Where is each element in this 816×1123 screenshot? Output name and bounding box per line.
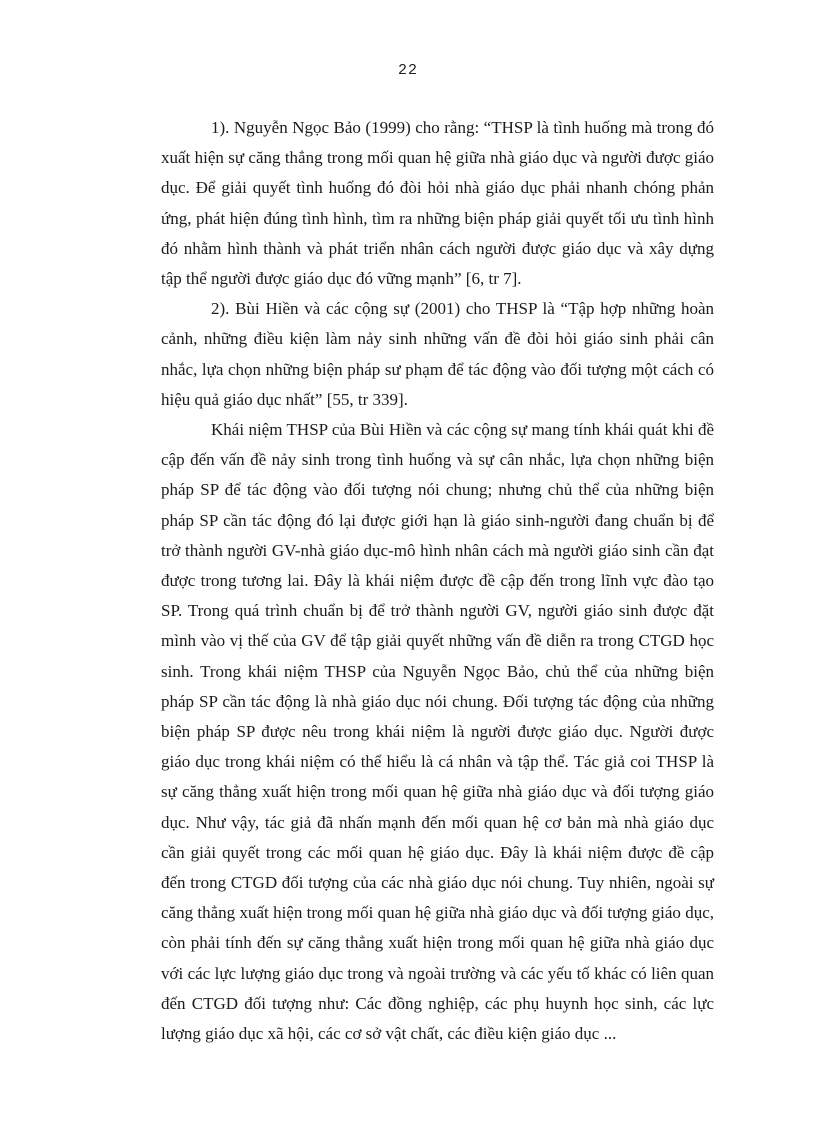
page-number: 22 — [397, 62, 418, 79]
paragraph-analysis: Khái niệm THSP của Bùi Hiền và các cộng sự mang tính khái quát khi đề cập đến vấn đề nảy sinh trong tình huống và sự cân nhắc, lựa chọn những biện pháp SP để tác động vào đối tượng nói chung; nhưng chủ thể của những biện pháp SP cần tác động đó lại được giới hạn là giáo sinh-người đang chuẩn bị để trở thành người GV-nhà giáo dục-mô hình nhân cách mà người giáo sinh cần đạt được trong tương lai. Đây là khái niệm được đề cập đến trong lĩnh vực đào tạo SP. Trong quá trình chuẩn bị để trở thành người GV, người giáo sinh được đặt mình vào vị thế của GV để tập giải quyết những vấn đề diễn ra trong CTGD học sinh. Trong khái niệm THSP của Nguyễn Ngọc Bảo, chủ thể của những biện pháp SP cần tác động là nhà giáo dục nói chung. Đối tượng tác động của những biện pháp SP được nêu trong khái niệm là người được giáo dục. Người được giáo dục trong khái niệm có thể hiểu là cá nhân và tập thể. Tác giả coi THSP là sự căng thẳng xuất hiện trong mối quan hệ giữa nhà giáo dục và đối tượng giáo dục. Như vậy, tác giả đã nhấn mạnh đến mối quan hệ cơ bản mà nhà giáo dục cần giải quyết trong các mối quan hệ giáo dục. Đây là khái niệm được đề cập đến trong CTGD đối tượng của các nhà giáo dục nói chung. Tuy nhiên, ngoài sự căng thẳng xuất hiện trong mối quan hệ giữa nhà giáo dục và đối tượng giáo dục, còn phải tính đến sự căng thẳng xuất hiện trong mối quan hệ giữa nhà giáo dục với các lực lượng giáo dục trong và ngoài trường và các yếu tố khác có liên quan đến CTGD đối tượng như: Các đồng nghiệp, các phụ huynh học sinh, các lực lượng giáo dục xã hội, các cơ sở vật chất, các điều kiện giáo dục ... — [161, 420, 714, 1044]
paragraph-definition-bui-hien: 2). Bùi Hiền và các cộng sự (2001) cho THSP là “Tập hợp những hoàn cảnh, những điều kiện làm nảy sinh những vấn đề đòi hỏi giáo sinh phải cân nhắc, lựa chọn những biện pháp sư phạm để tác động vào đối tượng một cách có hiệu quả giáo dục nhất” [55, tr 339]. — [161, 299, 714, 409]
paragraph-definition-nguyen-ngoc-bao: 1). Nguyễn Ngọc Bảo (1999) cho rằng: “THSP là tình huống mà trong đó xuất hiện sự căng thẳng trong mối quan hệ giữa nhà giáo dục và người được giáo dục. Để giải quyết tình huống đó đòi hỏi nhà giáo dục phải nhanh chóng phản ứng, phát hiện đúng tình hình, tìm ra những biện pháp giải quyết tối ưu tình hình đó nhằm hình thành và phát triển nhân cách người được giáo dục và xây dựng tập thể người được giáo dục đó vững mạnh” [6, tr 7]. — [161, 118, 714, 289]
document-body — [161, 113, 714, 1049]
